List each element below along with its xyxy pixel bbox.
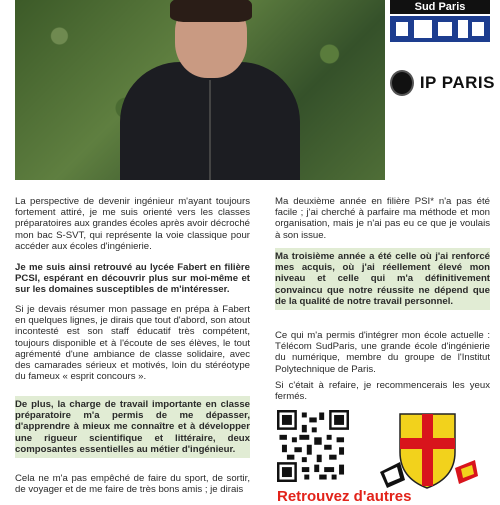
- left-column-5: [15, 473, 250, 495]
- ip-paris-text: IP PARIS: [419, 73, 495, 92]
- left-paragraph-2: Je me suis ainsi retrouvé au lycée Fabert en filière PCSI, espérant en découvrir plus sur moi-même et sur les domaines susceptibles de m'intéresser.: [15, 262, 250, 296]
- right-paragraph-3: Ce qui m'a permis d'intégrer mon école actuelle : Télécom SudParis, une grande école d'ingénierie du numérique, membre du groupe de l'Institut Polytechnique de Paris.: [275, 330, 490, 375]
- right-column: [275, 196, 490, 241]
- left-paragraph-5: Cela ne m'a pas empêché de faire du sport, de sortir, de voyager et de me faire de très bons amis ; je dirais: [15, 473, 250, 496]
- portrait-photo: [15, 0, 385, 180]
- ip-paris-logo: [390, 68, 495, 98]
- cta-text[interactable]: Retrouvez d'autres: [277, 488, 412, 505]
- left-paragraph-4: De plus, la charge de travail importante en classe préparatoire m'a permis de me dépasser, d'apprendre à mieux me connaître et à développer une rigueur scientifique et littéraire, deux composantes essentielles au métier d'ingénieur.: [15, 399, 250, 455]
- left-column: [15, 196, 250, 252]
- ip-paris-seal-icon: [390, 70, 414, 96]
- left-highlight-box: [15, 396, 250, 458]
- left-paragraph-3: Si je devais résumer mon passage en prépa à Fabert en quelques lignes, je dirais que tout d'abord, son atout incontesté est son staff éducatif très compétent, toujours disponible et à l'écoute de ses élèves, le tout agrémenté d'une ambiance de classe solidaire, avec des camarades sérieux et motivés, loin du stéréotype du fameux « esprit concours ».: [15, 304, 250, 383]
- flag-logo-icon: [390, 16, 490, 42]
- left-paragraph-1: La perspective de devenir ingénieur m'ayant toujours fortement attiré, je me suis orienté vers les classes préparatoires aux grandes écoles après avoir décroché mon bac S-SVT, qui représente la voie classique pour accéder aux écoles d'ingénierie.: [15, 196, 250, 252]
- qr-code-icon[interactable]: [277, 410, 349, 482]
- person-figure: [120, 0, 300, 180]
- hair: [170, 0, 252, 22]
- hoodie-zip: [209, 80, 211, 180]
- right-column-3: [275, 330, 490, 375]
- right-paragraph-1: Ma deuxième année en filière PSI* n'a pas été facile ; j'ai cherché à parfaire ma méthode et mon organisation, mais je n'ai pas eu ce que je voulais à son issue.: [275, 196, 490, 241]
- right-paragraph-4: Si c'était à refaire, je recommencerais les yeux fermés.: [275, 380, 490, 403]
- right-column-4: [275, 380, 490, 402]
- right-highlight-box: [275, 248, 490, 310]
- telecom-sudparis-logo: Sud Paris: [390, 0, 490, 14]
- left-column-2: [15, 262, 250, 296]
- right-paragraph-2: Ma troisième année a été celle où j'ai renforcé mes acquis, où j'ai réellement élevé mon niveau et celle qui m'a définitivement convaincu que notre réussite ne dépend que de la qualité de notre travail personnel.: [275, 251, 490, 307]
- coat-of-arms-icon: [375, 410, 480, 490]
- left-column-3: [15, 304, 250, 382]
